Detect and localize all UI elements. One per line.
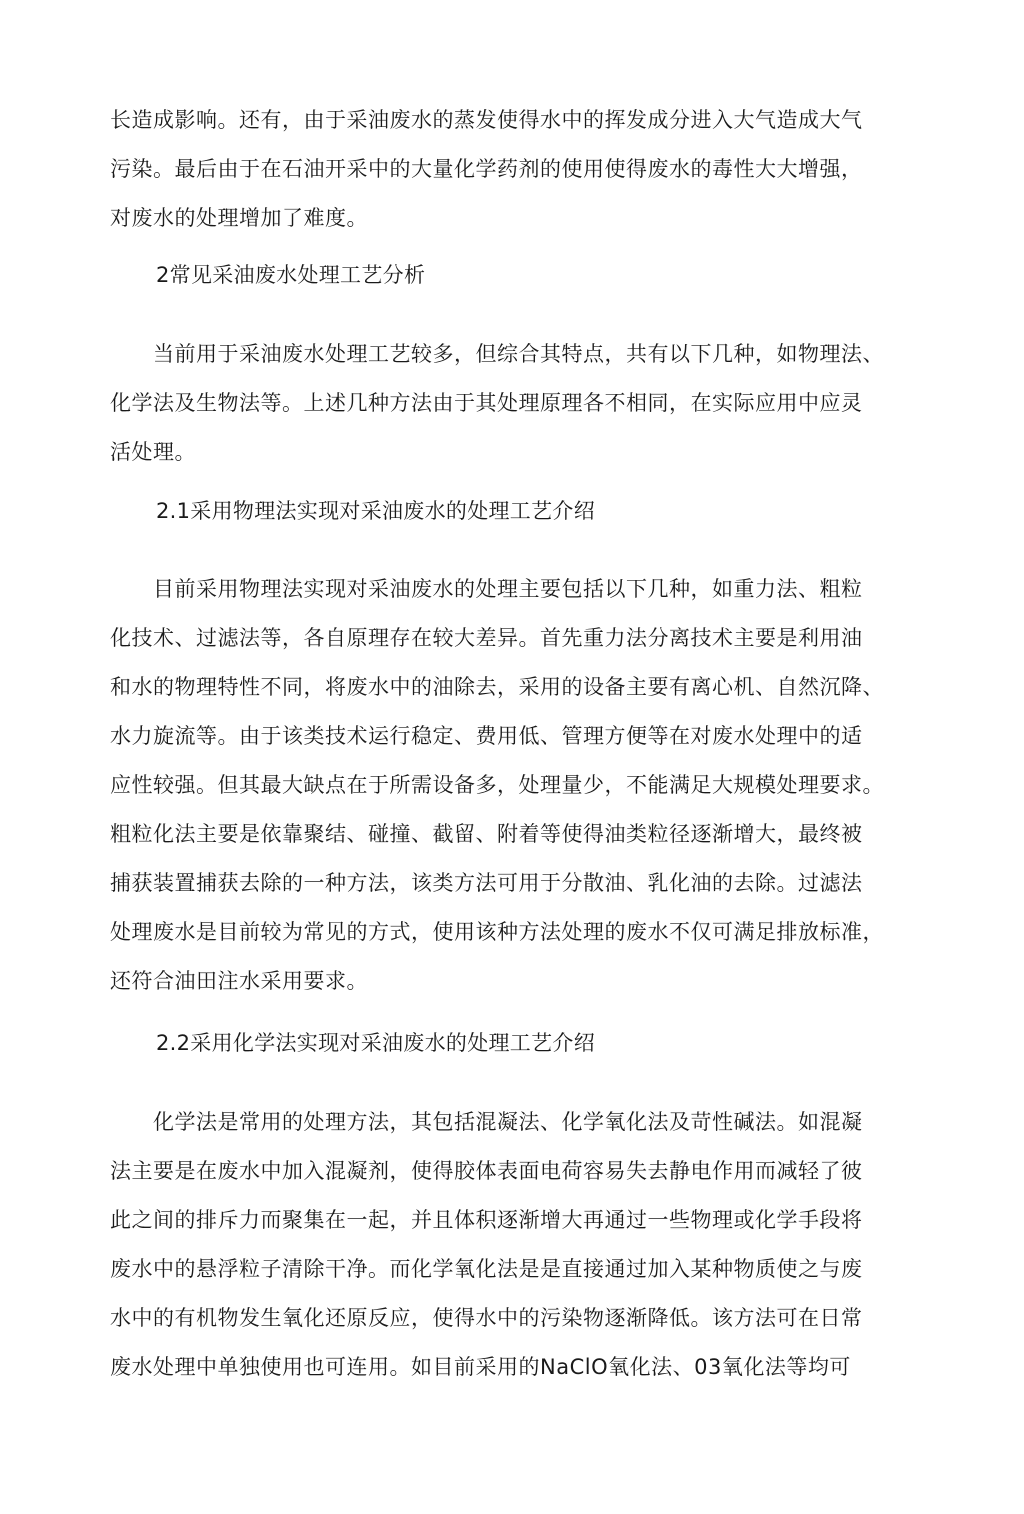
text-line: 废水处理中单独使用也可连用。如目前采用的NaClO氧化法、03氧化法等均可 — [110, 1355, 851, 1379]
section-heading-2-1: 2.1采用物理法实现对采油废水的处理工艺介绍 — [156, 499, 595, 523]
paragraph-pollution-impact — [110, 96, 900, 243]
text-line: 捕获装置捕获去除的一种方法，该类方法可用于分散油、乳化油的去除。过滤法 — [110, 871, 863, 895]
text-line: 水力旋流等。由于该类技术运行稳定、费用低、管理方便等在对废水处理中的适 — [110, 724, 863, 748]
text-line: 当前用于采油废水处理工艺较多，但综合其特点，共有以下几种，如物理法、 — [110, 342, 884, 366]
text-line: 处理废水是目前较为常见的方式，使用该种方法处理的废水不仅可满足排放标准， — [110, 920, 884, 944]
text-line: 废水中的悬浮粒子清除干净。而化学氧化法是是直接通过加入某种物质使之与废 — [110, 1257, 863, 1281]
text-line: 长造成影响。还有，由于采油废水的蒸发使得水中的挥发成分进入大气造成大气 — [110, 108, 863, 132]
paragraph-physical-method — [110, 565, 900, 1006]
text-line: 法主要是在废水中加入混凝剂，使得胶体表面电荷容易失去静电作用而减轻了彼 — [110, 1159, 863, 1183]
text-line: 粗粒化法主要是依靠聚结、碰撞、截留、附着等使得油类粒径逐渐增大，最终被 — [110, 822, 863, 846]
section-heading-2-2: 2.2采用化学法实现对采油废水的处理工艺介绍 — [156, 1031, 595, 1055]
text-line: 对废水的处理增加了难度。 — [110, 206, 368, 230]
text-line: 此之间的排斥力而聚集在一起，并且体积逐渐增大再通过一些物理或化学手段将 — [110, 1208, 863, 1232]
text-line: 和水的物理特性不同，将废水中的油除去，采用的设备主要有离心机、自然沉降、 — [110, 675, 884, 699]
text-line: 化技术、过滤法等，各自原理存在较大差异。首先重力法分离技术主要是利用油 — [110, 626, 863, 650]
text-line: 应性较强。但其最大缺点在于所需设备多，处理量少，不能满足大规模处理要求。 — [110, 773, 884, 797]
section-heading-2: 2常见采油废水处理工艺分析 — [156, 263, 426, 287]
text-line: 水中的有机物发生氧化还原反应，使得水中的污染物逐渐降低。该方法可在日常 — [110, 1306, 863, 1330]
text-line: 污染。最后由于在石油开采中的大量化学药剂的使用使得废水的毒性大大增强， — [110, 157, 863, 181]
paragraph-process-overview — [110, 330, 900, 477]
text-line: 活处理。 — [110, 440, 196, 464]
text-line: 化学法是常用的处理方法，其包括混凝法、化学氧化法及苛性碱法。如混凝 — [110, 1110, 863, 1134]
text-line: 目前采用物理法实现对采油废水的处理主要包括以下几种，如重力法、粗粒 — [110, 577, 863, 601]
text-line: 化学法及生物法等。上述几种方法由于其处理原理各不相同，在实际应用中应灵 — [110, 391, 863, 415]
paragraph-chemical-method — [110, 1098, 900, 1392]
text-line: 还符合油田注水采用要求。 — [110, 969, 368, 993]
